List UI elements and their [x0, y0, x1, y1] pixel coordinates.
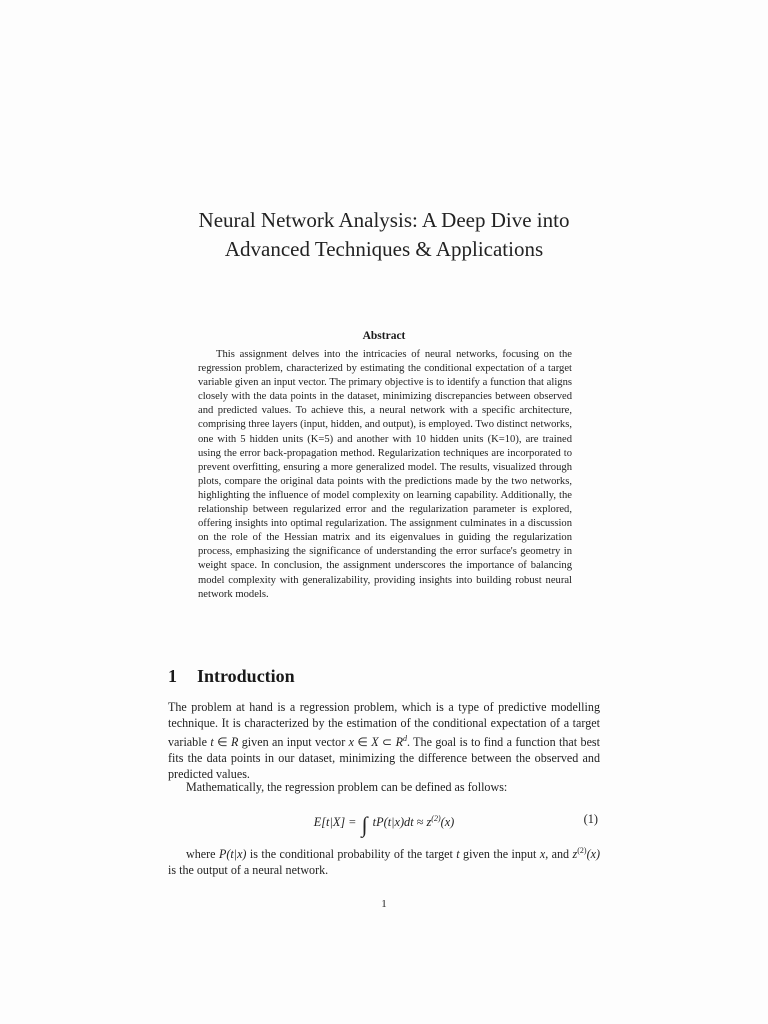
text-run: is the conditional probability of the target — [246, 847, 457, 862]
math-var: t — [210, 735, 214, 750]
math-var: x — [539, 847, 546, 862]
math-var: P(t|x) — [218, 847, 247, 862]
text-run: ∈ — [354, 735, 372, 750]
text-run: ∈ — [213, 735, 231, 750]
text-run: . The goal is to find a function that best fits the data points in our dataset, minimizing the difference between the observed and predicted values. — [168, 735, 601, 782]
math-superscript: d — [402, 734, 407, 744]
text-run: ⊂ — [378, 735, 396, 750]
text-run: is the output of a neural network. — [168, 863, 329, 878]
math-var: z — [572, 847, 578, 862]
introduction-paragraph-3 — [168, 843, 600, 878]
paper-title — [100, 206, 668, 264]
paper-title-line-1: Neural Network Analysis: A Deep Dive into — [198, 208, 570, 232]
introduction-paragraph-2: Mathematically, the regression problem can be defined as follows: — [186, 780, 508, 794]
equation-lhs: E[t|X] = — [313, 815, 360, 829]
introduction-paragraph-1 — [168, 699, 600, 783]
equation-number: (1) — [583, 812, 598, 826]
math-var: R — [395, 735, 403, 750]
text-run: The problem at hand is a regression problem, which is a type of predictive modelling technique. It is characterized by the estimation of the conditional expectation of a target variable — [168, 700, 600, 750]
text-run: given the input — [459, 847, 540, 862]
math-var: R — [231, 735, 239, 750]
equation-rhs: tP(t|x)dt ≈ z — [369, 815, 432, 829]
page-number: 1 — [381, 898, 387, 910]
text-run: given an input vector — [238, 735, 349, 750]
math-var: X — [371, 735, 379, 750]
text-run: where — [186, 847, 219, 862]
abstract-heading: Abstract — [362, 330, 406, 342]
equation-superscript: (2) — [431, 813, 441, 823]
math-var: (x) — [586, 847, 600, 862]
text-run: , and — [545, 847, 573, 862]
equation-tail: (x) — [440, 815, 455, 829]
equation-1 — [168, 804, 600, 838]
math-var: x — [348, 735, 354, 750]
math-superscript: (2) — [577, 846, 587, 855]
equation-body — [168, 812, 600, 838]
section-number: 1 — [168, 666, 177, 686]
section-title: Introduction — [197, 666, 295, 686]
math-var: t — [456, 847, 460, 862]
abstract-text: This assignment delves into the intricacies of neural networks, focusing on the regression problem, characterized by estimating the conditional expectation of a target variable given an input vector. The primary objective is to identify a function that aligns closely with the data points in the dataset, minimizing discrepancies between observed and predicted values. To achieve this, a neural network with a specific architecture, comprising three layers (input, hidden, and output), is employed. Two distinct networks, one with 5 hidden units (K=5) and another with 10 hidden units (K=10), are trained using the error back-propagation method. Regularization techniques are incorporated to prevent overfitting, ensuring a more generalized model. The results, visualized through plots, compare the original data points with the predictions made by the two networks, highlighting the influence of model complexity on learning capability. Additionally, the relationship between regularized error and the regularization parameter is explored, offering insights into optimal regularization. The assignment culminates in a discussion on the role of the Hessian matrix and its eigenvalues in guiding the regularization process, emphasizing the significance of understanding the error surface's geometry in weight space. In conclusion, the assignment underscores the importance of balancing model complexity with generalizability, providing insights into building robust neural network models. — [198, 349, 572, 600]
paper-title-line-2: Advanced Techniques & Applications — [224, 237, 544, 261]
section-heading-introduction — [168, 666, 608, 687]
integral-sign: ∫ — [361, 812, 368, 837]
